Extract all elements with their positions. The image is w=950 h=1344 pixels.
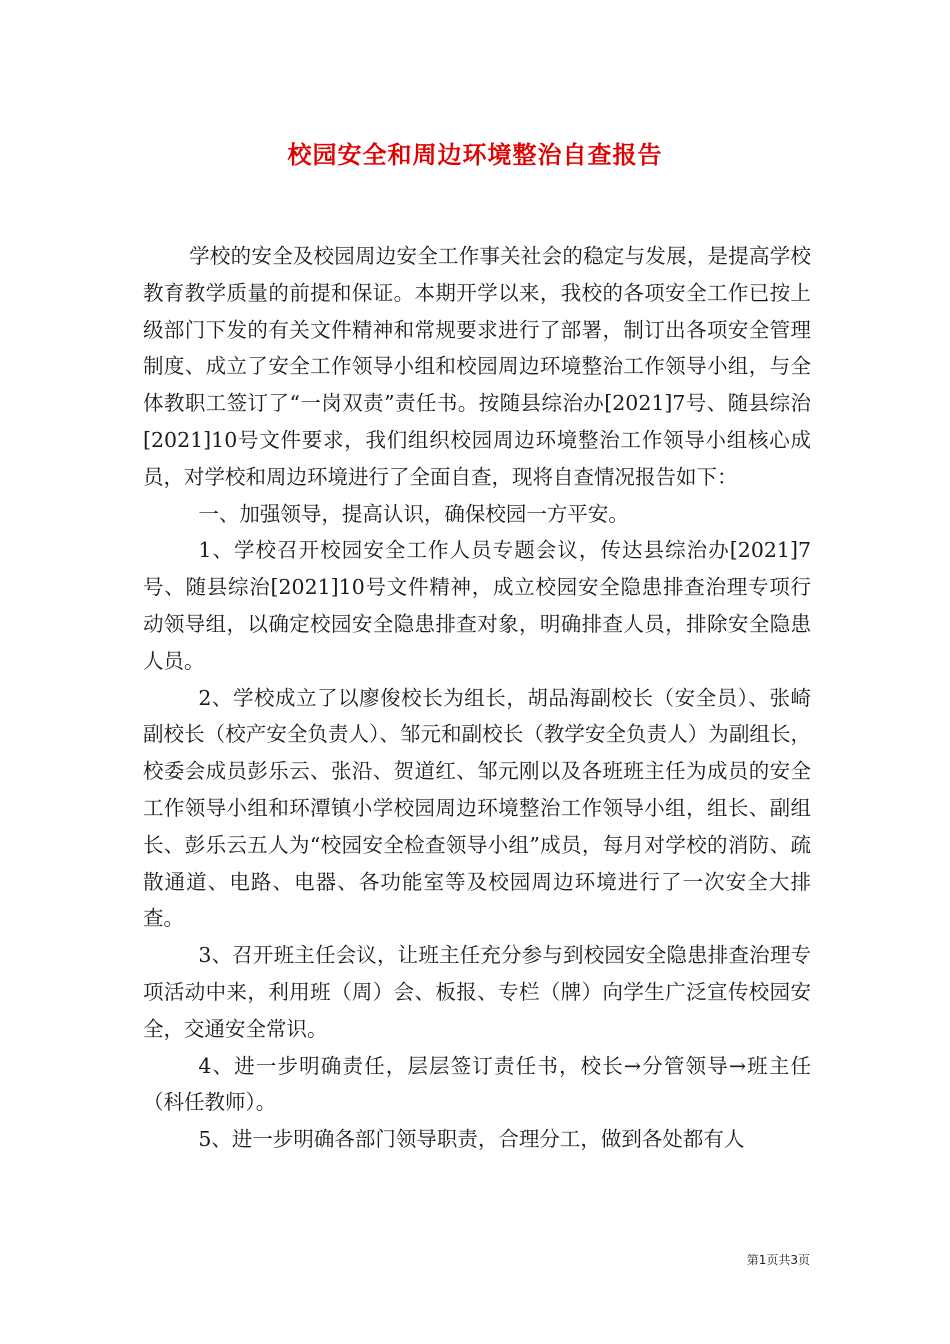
paragraph-item-3: 3、召开班主任会议，让班主任充分参与到校园安全隐患排查治理专项活动中来，利用班（周）会、板报、专栏（牌）向学生广泛宣传校园安全，交通安全常识。 (143, 943, 811, 1041)
paragraph-item-1: 1、学校召开校园安全工作人员专题会议，传达县综治办[2021]7号、随县综治[2021]10号文件精神，成立校园安全隐患排查治理专项行动领导组，以确定校园安全隐患排查对象，明确排查人员，排除安全隐患人员。 (143, 538, 811, 673)
document-body (143, 238, 811, 1158)
section-heading-1: 一、加强领导，提高认识，确保校园一方平安。 (198, 501, 629, 526)
page-number: 第1页共3页 (746, 1253, 810, 1267)
paragraph-item-4: 4、进一步明确责任，层层签订责任书，校长→分管领导→班主任（科任教师）。 (143, 1053, 811, 1115)
document-title: 校园安全和周边环境整治自查报告 (287, 141, 663, 169)
paragraph-item-2: 2、学校成立了以廖俊校长为组长，胡品海副校长（安全员）、张崎副校长（校产安全负责人）、邹元和副校长（教学安全负责人）为副组长，校委会成员彭乐云、张沿、贺道红、邹元刚以及各班班主任为成员的安全工作领导小组和环潭镇小学校园周边环境整治工作领导小组，组长、副组长、彭乐云五人为“校园安全检查领导小组”成员，每月对学校的消防、疏散通道、电路、电器、各功能室等及校园周边环境进行了一次安全大排查。 (143, 685, 811, 931)
paragraph-item-5: 5、进一步明确各部门领导职责，合理分工，做到各处都有人 (198, 1127, 745, 1152)
paragraph-intro: 学校的安全及校园周边安全工作事关社会的稳定与发展，是提高学校教育教学质量的前提和保证。本期开学以来，我校的各项安全工作已按上级部门下发的有关文件精神和常规要求进行了部署，制订出各项安全管理制度、成立了安全工作领导小组和校园周边环境整治工作领导小组，与全体教职工签订了“一岗双责”责任书。按随县综治办[2021]7号、随县综治[2021]10号文件要求，我们组织校园周边环境整治工作领导小组核心成员，对学校和周边环境进行了全面自查，现将自查情况报告如下： (143, 244, 811, 489)
